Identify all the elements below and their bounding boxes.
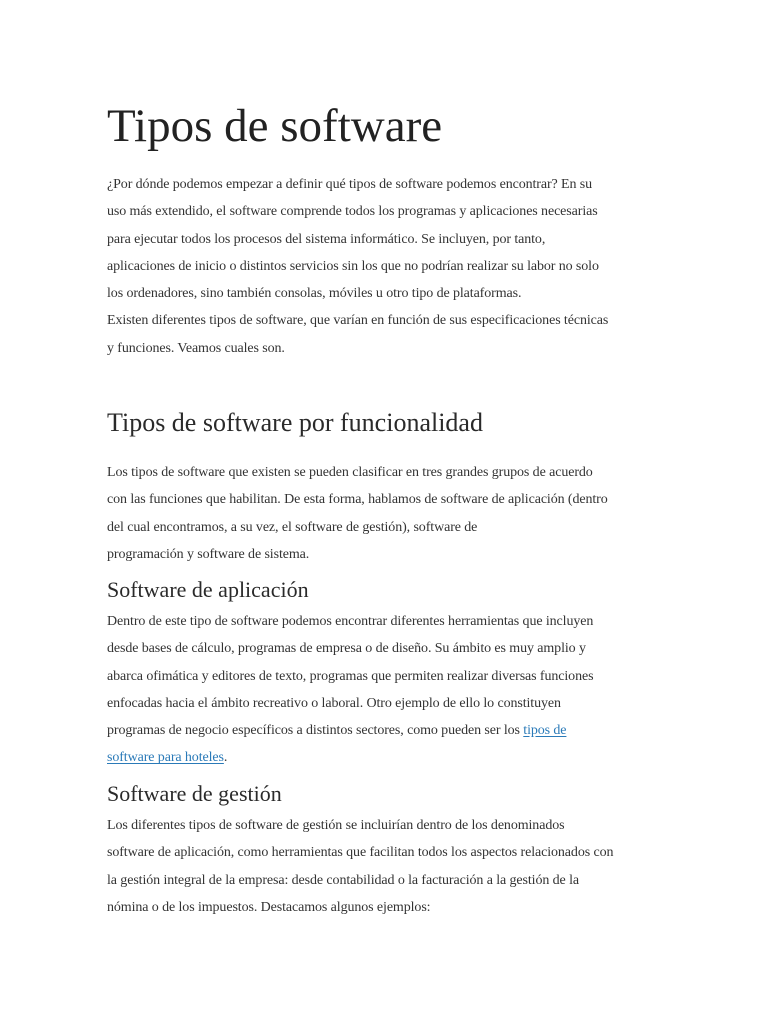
- intro-line: aplicaciones de inicio o distintos servicios sin los que no podrían realizar su labor no solo: [107, 258, 599, 274]
- subsection-heading-application: Software de aplicación: [107, 577, 309, 602]
- intro-line: los ordenadores, sino también consolas, móviles u otro tipo de plataformas.: [107, 286, 522, 302]
- section-heading: Tipos de software por funcionalidad: [107, 408, 483, 437]
- hotel-software-link[interactable]: software para hoteles: [107, 750, 224, 766]
- management-line: software de aplicación, como herramientas que facilitan todos los aspectos relacionados con: [107, 845, 614, 861]
- intro-line: Existen diferentes tipos de software, que varían en función de sus especificaciones técnicas: [107, 313, 609, 329]
- application-line-text: programas de negocio específicos a distintos sectores, como pueden ser los: [107, 723, 524, 739]
- intro-line: ¿Por dónde podemos empezar a definir qué tipos de software podemos encontrar? En su: [107, 177, 593, 192]
- section-line: programación y software de sistema.: [107, 546, 310, 562]
- application-paragraph: [107, 608, 667, 772]
- section-paragraph: [107, 459, 667, 568]
- management-line: Los diferentes tipos de software de gestión se incluirían dentro de los denominados: [107, 818, 565, 833]
- management-paragraph: [107, 812, 667, 921]
- intro-paragraph: [107, 171, 667, 362]
- page-title: Tipos de software: [107, 100, 443, 152]
- application-line: Dentro de este tipo de software podemos encontrar diferentes herramientas que incluyen: [107, 614, 594, 629]
- intro-line: y funciones. Veamos cuales son.: [107, 340, 285, 356]
- intro-line: uso más extendido, el software comprende todos los programas y aplicaciones necesarias: [107, 204, 598, 220]
- intro-line: para ejecutar todos los procesos del sistema informático. Se incluyen, por tanto,: [107, 231, 546, 247]
- application-line-with-link: [107, 717, 667, 744]
- link-trailing-period: .: [223, 750, 228, 766]
- section-line: del cual encontramos, a su vez, el software de gestión), software de: [107, 519, 478, 535]
- management-line: la gestión integral de la empresa: desde contabilidad o la facturación a la gestión de la: [107, 872, 579, 888]
- section-line: con las funciones que habilitan. De esta forma, hablamos de software de aplicación (dentro: [107, 492, 608, 508]
- section-line: Los tipos de software que existen se pueden clasificar en tres grandes grupos de acuerdo: [107, 465, 593, 480]
- application-line: desde bases de cálculo, programas de empresa o de diseño. Su ámbito es muy amplio y: [107, 641, 586, 657]
- hotel-software-link[interactable]: tipos de: [523, 723, 567, 739]
- application-line: abarca ofimática y editores de texto, programas que permiten realizar diversas funciones: [107, 668, 594, 684]
- application-line-with-link: [107, 744, 667, 771]
- management-line: nómina o de los impuestos. Destacamos algunos ejemplos:: [107, 899, 431, 915]
- application-line: enfocadas hacia el ámbito recreativo o laboral. Otro ejemplo de ello lo constituyen: [107, 695, 561, 711]
- subsection-heading-management: Software de gestión: [107, 781, 282, 806]
